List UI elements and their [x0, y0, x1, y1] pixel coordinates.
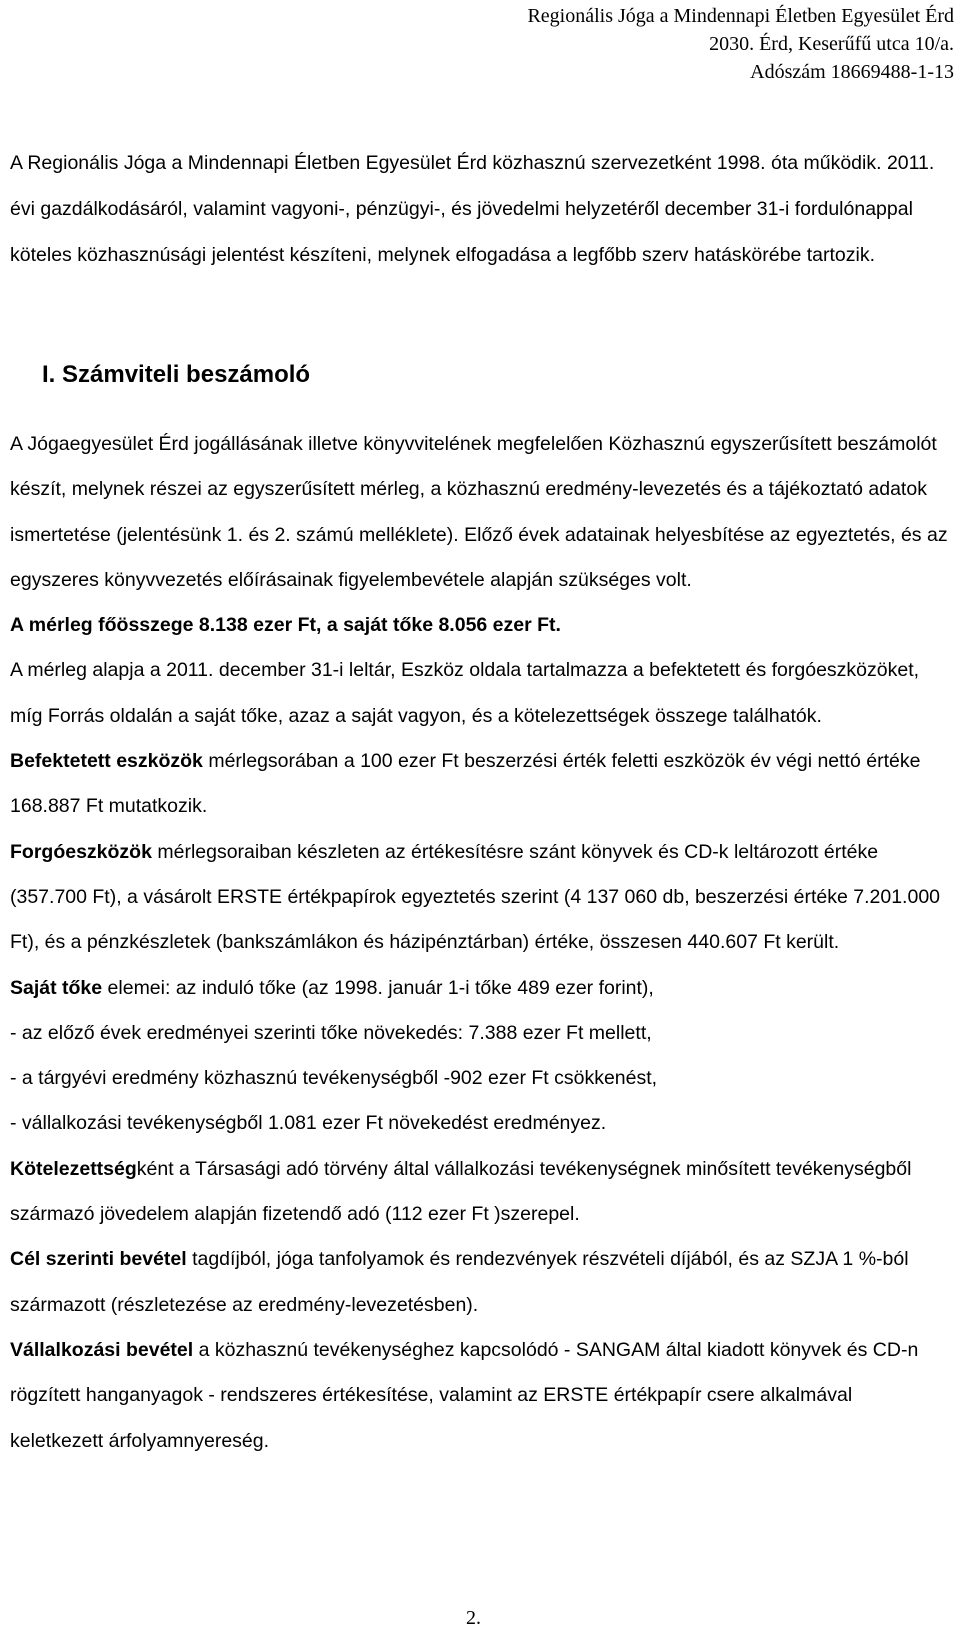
- paragraph-fixed-assets: [10, 739, 950, 830]
- section-title: I. Számviteli beszámoló: [42, 361, 311, 388]
- paragraph-liabilities: [10, 1147, 950, 1238]
- text-current-assets: mérlegsoraiban készleten az értékesítésre szánt könyvek és CD-k leltározott értéke (357.700 Ft), a vásárolt ERSTE értékpapírok egyeztetés szerint (4 137 060 db, beszerzési értéke 7.201.000 Ft), és a pénzkészletek (bankszámlákon és házipénztárban) értéke, összesen 440.607 Ft került.: [10, 840, 941, 954]
- text-fixed-assets: mérlegsorában a 100 ezer Ft beszerzési érték feletti eszközök év végi nettó értéke 168.887 Ft mutatkozik.: [10, 750, 921, 818]
- paragraph-report-type: A Jógaegyesület Érd jogállásának illetve könyvvitelének megfelelően Közhasznú egyszerűsített beszámolót készít, melynek részei az egyszerűsített mérleg, a közhasznú eredmény-levezetés és a tájékoztató adatok ismertetése (jelentésünk 1. és 2. számú melléklete). Előző évek adatainak helyesbítése az egyeztetés, és az egyszeres könyvvezetés előírásainak figyelembevétele alapján szükséges volt.: [10, 433, 948, 591]
- equity-item-previous-years: - az előző évek eredményei szerinti tőke növekedés: 7.388 ezer Ft mellett,: [10, 1021, 652, 1044]
- paragraph-business-income: [10, 1328, 950, 1464]
- term-purpose-income: Cél szerinti bevétel: [10, 1248, 187, 1271]
- paragraph-purpose-income: [10, 1237, 950, 1328]
- report-body: [10, 422, 950, 1464]
- term-business-income: Vállalkozási bevétel: [10, 1338, 194, 1361]
- organization-name: Regionális Jóga a Mindennapi Életben Egyesület Érd: [527, 5, 954, 27]
- text-liabilities: ként a Társasági adó törvény által vállalkozási tevékenységnek minősített tevékenységből származó jövedelem alapján fizetendő adó (112 ezer Ft )szerepel.: [10, 1157, 912, 1226]
- page-number: 2.: [466, 1607, 481, 1629]
- paragraph-current-assets: [10, 830, 950, 966]
- text-purpose-income: tagdíjból, jóga tanfolyamok és rendezvények részvételi díjából, és az SZJA 1 %-ból származott (részletezése az eredmény-levezetésben).: [10, 1248, 909, 1316]
- term-fixed-assets: Befektetett eszközök: [10, 750, 203, 773]
- paragraph-balance-total: A mérleg főösszege 8.138 ezer Ft, a saját tőke 8.056 ezer Ft.: [10, 614, 561, 637]
- tax-number: Adószám 18669488-1-13: [750, 61, 954, 83]
- text-equity: elemei: az induló tőke (az 1998. január 1-i tőke 489 ezer forint),: [102, 976, 654, 999]
- term-liabilities: Kötelezettség: [10, 1157, 137, 1180]
- letterhead: [527, 2, 954, 86]
- term-equity: Saját tőke: [10, 976, 103, 999]
- paragraph-balance-basis: A mérleg alapja a 2011. december 31-i leltár, Eszköz oldala tartalmazza a befektetett és forgóeszközöket, míg Forrás oldalán a saját tőke, azaz a saját vagyon, és a kötelezettségek összege találhatók.: [10, 659, 920, 727]
- text-business-income: a közhasznú tevékenységhez kapcsolódó - SANGAM által kiadott könyvek és CD-n rögzített hanganyagok - rendszeres értékesítése, valamint az ERSTE értékpapír csere alkalmával keletkezett árfolyamnyereség.: [10, 1338, 919, 1452]
- paragraph-equity: [10, 966, 950, 1011]
- organization-address: 2030. Érd, Keserűfű utca 10/a.: [709, 33, 954, 55]
- intro-paragraph: A Regionális Jóga a Mindennapi Életben Egyesület Érd közhasznú szervezetként 1998. óta működik. 2011. évi gazdálkodásáról, valamint vagyoni-, pénzügyi-, és jövedelmi helyzetéről december 31-i fordulónappal köteles közhasznúsági jelentést készíteni, melynek elfogadása a legfőbb szerv hatáskörébe tartozik.: [10, 152, 935, 266]
- equity-item-business-result: - vállalkozási tevékenységből 1.081 ezer Ft növekedést eredményez.: [10, 1112, 607, 1135]
- equity-item-nonprofit-result: - a tárgyévi eredmény közhasznú tevékenységből -902 ezer Ft csökkenést,: [10, 1067, 658, 1090]
- term-current-assets: Forgóeszközök: [10, 840, 152, 863]
